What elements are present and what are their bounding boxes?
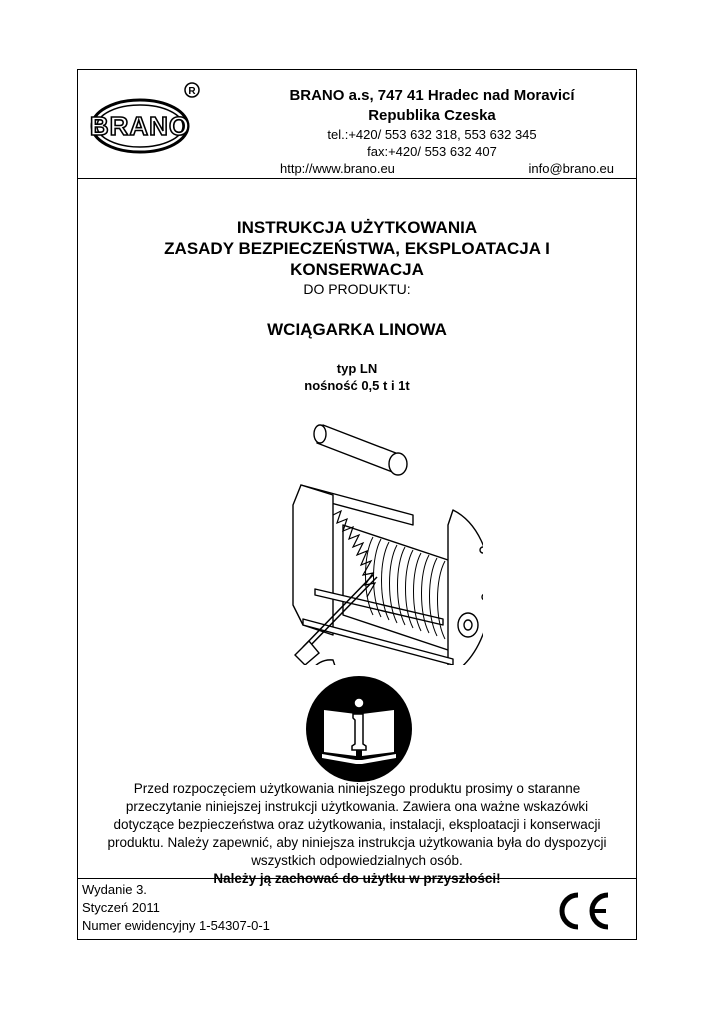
brano-logo [88, 78, 200, 158]
document-frame [77, 69, 637, 940]
safety-notice [78, 780, 636, 888]
title-line-3: KONSERWACJA [290, 260, 424, 279]
edition-info [82, 881, 270, 935]
read-manual-icon [304, 674, 414, 784]
notice-line-5: wszystkich odpowiedzialnych osób. [251, 853, 463, 868]
footer [78, 878, 636, 941]
notice-line-4: produktu. Należy zapewnić, aby niniejsza instrukcja użytkowania była do dyspozycji [107, 835, 607, 850]
product-spec [78, 360, 636, 394]
telephone: tel.:+420/ 553 632 318, 553 632 345 [327, 127, 537, 142]
title-line-2: ZASADY BEZPIECZEŃSTWA, EKSPLOATACJA I [164, 239, 550, 258]
notice-line-2: przeczytanie niniejszej instrukcji użytkowania. Zawiera ona ważne wskazówki [125, 799, 589, 814]
notice-line-1: Przed rozpoczęciem użytkowania niniejszego produktu prosimy o staranne [133, 781, 581, 796]
product-name: WCIĄGARKA LINOWA [267, 320, 447, 339]
product-type: typ LN [336, 361, 378, 376]
record-number: Numer ewidencyjny 1-54307-0-1 [82, 918, 270, 933]
header [78, 70, 636, 179]
fax: fax:+420/ 553 632 407 [367, 144, 497, 159]
edition-date: Styczeń 2011 [82, 900, 160, 915]
country: Republika Czeska [368, 107, 496, 124]
notice-line-3: dotyczące bezpieczeństwa oraz użytkowania, instalacji, eksploatacji i konserwacji [113, 817, 601, 832]
title-line-1: INSTRUKCJA UŻYTKOWANIA [236, 218, 478, 237]
ce-mark-icon [550, 891, 614, 931]
contact-row [238, 160, 626, 177]
email-link[interactable]: info@brano.eu [528, 161, 614, 176]
title-line-4: DO PRODUKTU: [303, 281, 411, 297]
edition: Wydanie 3. [82, 882, 147, 897]
product-capacity: nośność 0,5 t i 1t [304, 378, 410, 393]
company-info [238, 86, 626, 177]
website-link[interactable]: http://www.brano.eu [280, 161, 395, 176]
winch-illustration [263, 415, 483, 665]
logo-text: BRANO [89, 111, 191, 141]
document-title [78, 217, 636, 298]
svg-text:R: R [188, 86, 196, 97]
company-line: BRANO a.s, 747 41 Hradec nad Moravicí [289, 87, 575, 104]
notice-emphasis: Należy ją zachować do użytku w przyszłości! [213, 871, 501, 886]
